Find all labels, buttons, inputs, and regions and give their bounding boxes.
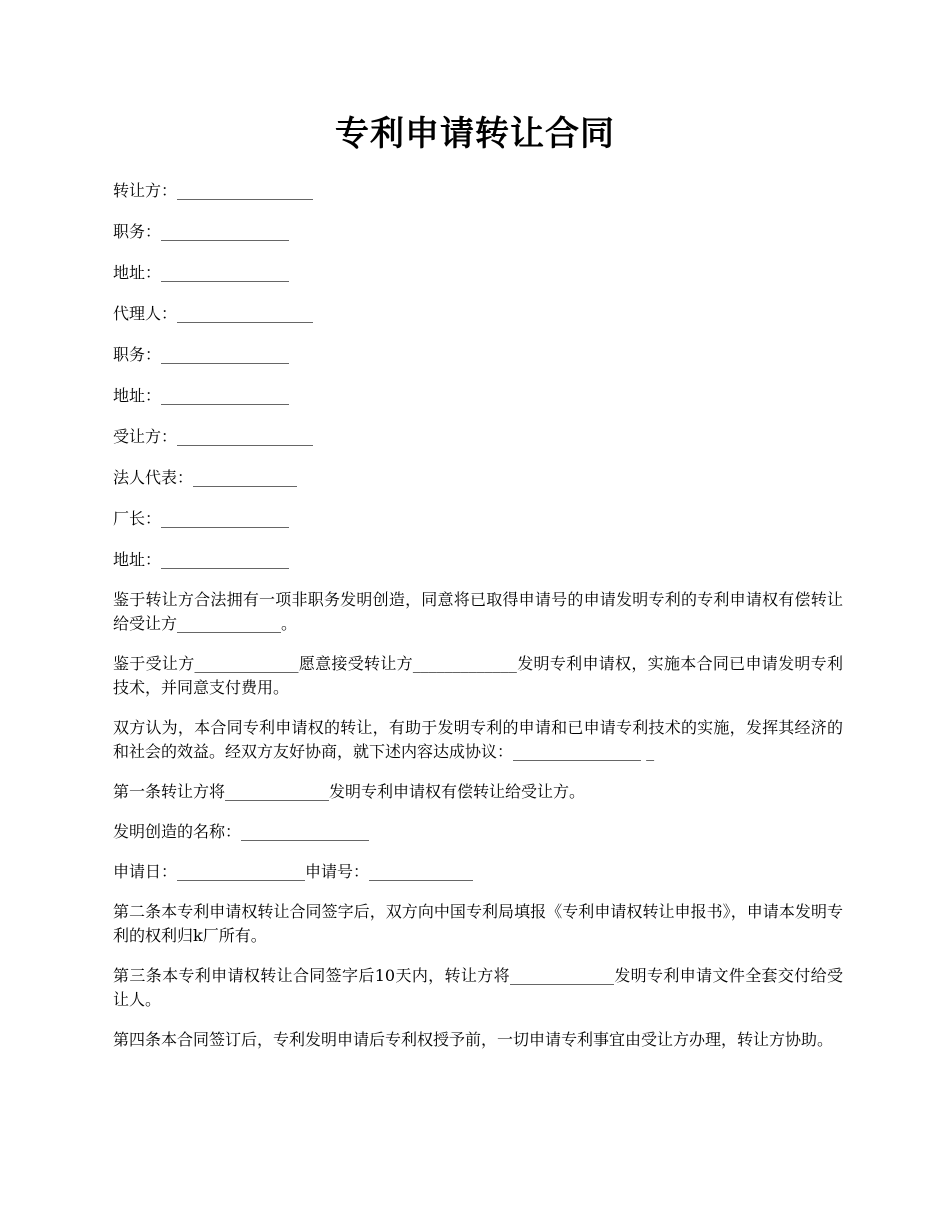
field-blank: _________________ bbox=[177, 304, 314, 323]
invention-name-field: 发明创造的名称：________________ bbox=[113, 822, 370, 841]
article-1: 第一条转让方将_____________发明专利申请权有偿转让给受让方。 bbox=[113, 782, 586, 801]
recital-transferor: 鉴于转让方合法拥有一项非职务发明创造，同意将已取得申请号的申请发明专利的专利申请权有偿转让给受让方_____________。 bbox=[113, 590, 843, 633]
field-blank: ________________ bbox=[161, 263, 290, 282]
article-3: 第三条本专利申请权转让合同签字后10天内，转让方将_____________发明专利申请文件全套交付给受让人。 bbox=[113, 966, 843, 1009]
field-label: 转让方： bbox=[113, 181, 178, 200]
article-2: 第二条本专利申请权转让合同签字后，双方向中国专利局填报《专利申请权转让申报书》，申请本发明专利的权利归k厂所有。 bbox=[113, 902, 843, 945]
party-field-agent bbox=[113, 301, 843, 327]
field-blank: ________________ bbox=[161, 386, 290, 405]
party-field-transferee-address bbox=[113, 547, 843, 573]
party-field-agent-position bbox=[113, 342, 843, 368]
party-field-agent-address bbox=[113, 383, 843, 409]
field-label: 地址： bbox=[113, 386, 162, 405]
party-field-transferee bbox=[113, 424, 843, 450]
party-field-legal-representative bbox=[113, 465, 843, 491]
field-label: 地址： bbox=[113, 263, 162, 282]
field-blank: _________________ bbox=[177, 427, 314, 446]
field-blank: ________________ bbox=[161, 222, 290, 241]
party-field-transferor-address bbox=[113, 260, 843, 286]
field-label: 职务： bbox=[113, 345, 162, 364]
field-blank: ________________ bbox=[161, 509, 290, 528]
field-label: 职务： bbox=[113, 222, 162, 241]
party-field-transferor-position bbox=[113, 219, 843, 245]
recital-transferee: 鉴于受让方_____________愿意接受转让方_____________发明专利申请权，实施本合同已申请发明专利技术，并同意支付费用。 bbox=[113, 654, 843, 697]
document-body bbox=[113, 178, 843, 1068]
field-label: 受让方： bbox=[113, 427, 178, 446]
recital-agreement: 双方认为，本合同专利申请权的转让，有助于发明专利的申请和已申请专利技术的实施，发挥其经济的和社会的效益。经双方友好协商，就下述内容达成协议：________________ _ bbox=[113, 718, 843, 761]
document-title: 专利申请转让合同 bbox=[335, 114, 615, 154]
party-field-transferor bbox=[113, 178, 843, 204]
field-blank: ________________ bbox=[161, 550, 290, 569]
article-4: 第四条本合同签订后，专利发明申请后专利权授予前，一切申请专利事宜由受让方办理，转让方协助。 bbox=[113, 1030, 834, 1049]
field-blank: ________________ bbox=[161, 345, 290, 364]
field-label: 厂长： bbox=[113, 509, 162, 528]
field-blank: _____________ bbox=[193, 468, 298, 487]
field-label: 地址： bbox=[113, 550, 162, 569]
field-label: 法人代表： bbox=[113, 468, 194, 487]
field-label: 代理人： bbox=[113, 304, 178, 323]
field-blank: _________________ bbox=[177, 181, 314, 200]
application-date-number-field: 申请日：________________申请号：_____________ bbox=[113, 862, 474, 881]
party-field-factory-director bbox=[113, 506, 843, 532]
